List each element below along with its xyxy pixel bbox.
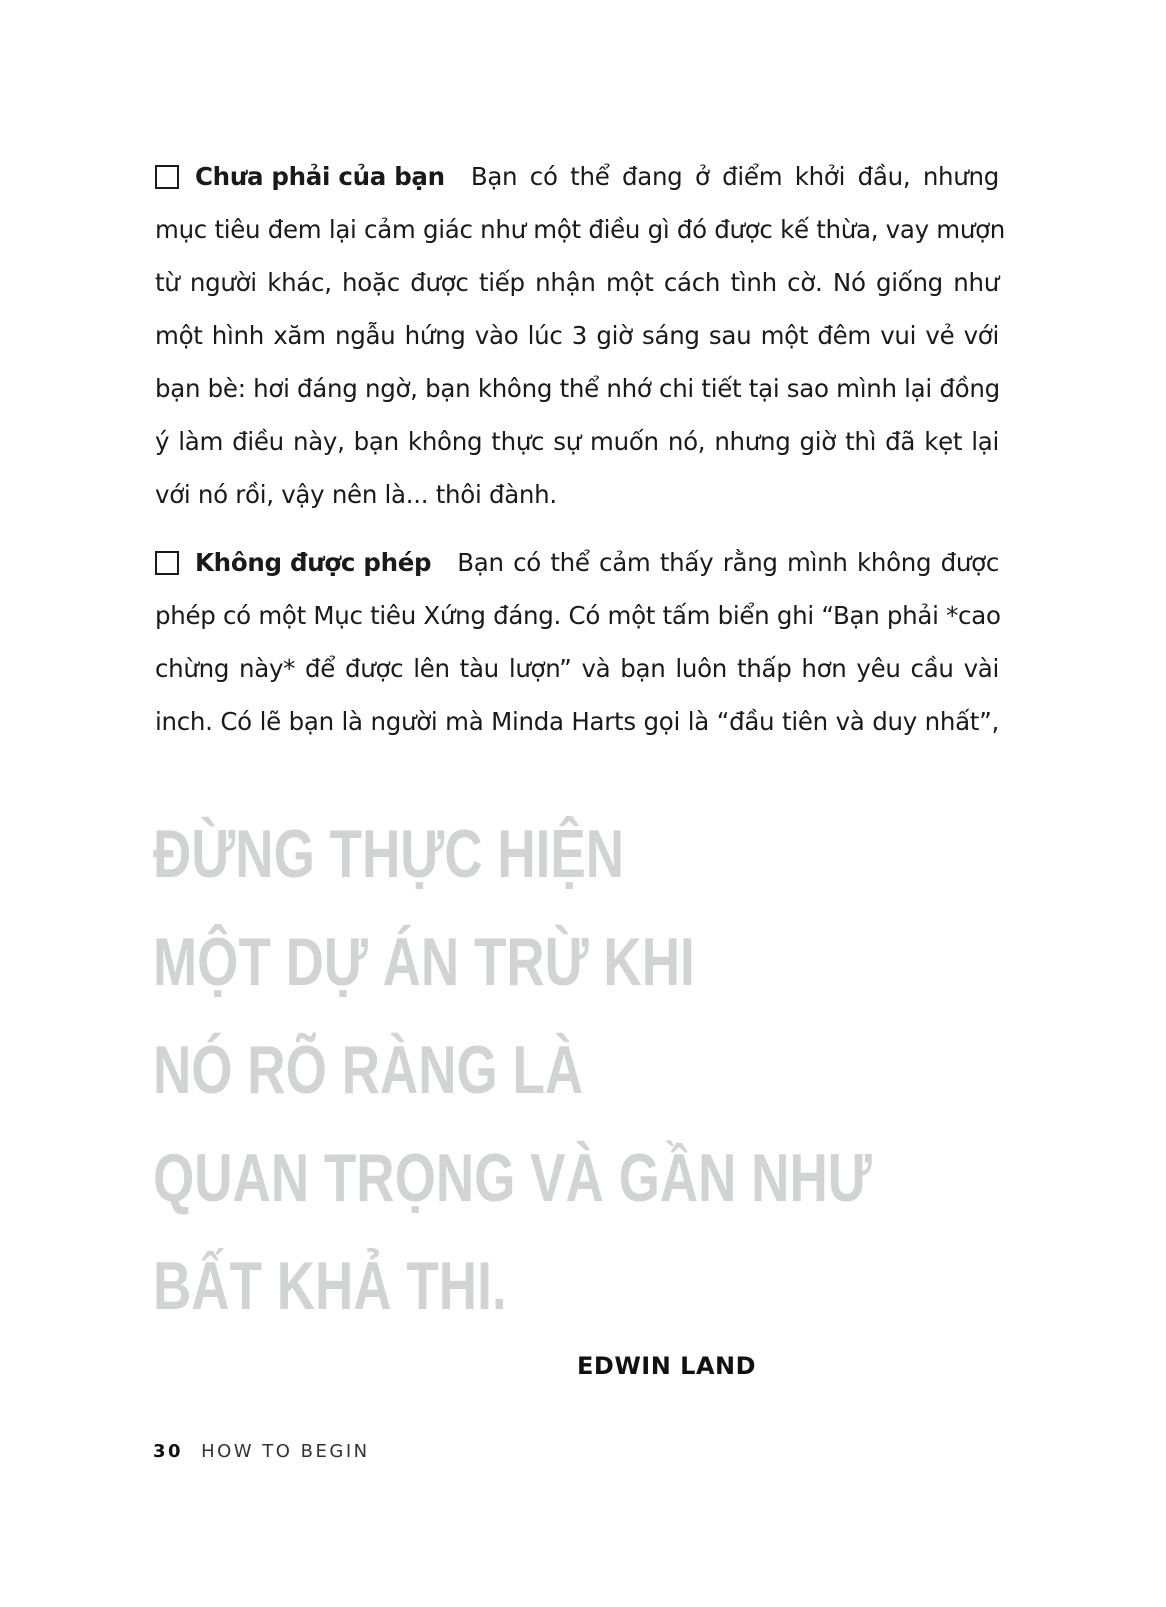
section-first-line bbox=[155, 150, 999, 203]
running-title: HOW TO BEGIN bbox=[201, 1441, 370, 1462]
page-number: 30 bbox=[153, 1441, 184, 1462]
quote-author: EDWIN LAND bbox=[577, 1352, 757, 1380]
quote-line: NÓ RÕ RÀNG LÀ bbox=[153, 1032, 584, 1108]
section-heading: Không được phép bbox=[195, 548, 432, 577]
body-text-line: phép có một Mục tiêu Xứng đáng. Có một tấm biển ghi “Bạn phải *cao bbox=[155, 601, 1001, 630]
body-text-line: Bạn có thể cảm thấy rằng mình không được bbox=[457, 548, 999, 577]
body-text-line: mục tiêu đem lại cảm giác như một điều gì đó được kế thừa, vay mượn bbox=[155, 215, 1005, 244]
pull-quote bbox=[153, 800, 1075, 1340]
quote-line: ĐỪNG THỰC HIỆN bbox=[153, 816, 625, 892]
quote-line: BẤT KHẢ THI. bbox=[153, 1248, 507, 1324]
body-text-line: từ người khác, hoặc được tiếp nhận một cách tình cờ. Nó giống như bbox=[155, 268, 999, 297]
body-text-line: một hình xăm ngẫu hứng vào lúc 3 giờ sáng sau một đêm vui vẻ với bbox=[155, 321, 999, 350]
body-text-line: Bạn có thể đang ở điểm khởi đầu, nhưng bbox=[470, 162, 999, 191]
quote-line: QUAN TRỌNG VÀ GẦN NHƯ bbox=[153, 1140, 872, 1216]
body-text-line: bạn bè: hơi đáng ngờ, bạn không thể nhớ chi tiết tại sao mình lại đồng bbox=[155, 374, 1000, 403]
body-text-line: chừng này* để được lên tàu lượn” và bạn luôn thấp hơn yêu cầu vài bbox=[155, 654, 999, 683]
checkbox-icon bbox=[155, 551, 179, 575]
section-heading: Chưa phải của bạn bbox=[195, 162, 445, 191]
section-first-line bbox=[155, 536, 999, 589]
body-text-line: ý làm điều này, bạn không thực sự muốn nó, nhưng giờ thì đã kẹt lại bbox=[155, 427, 999, 456]
quote-line: MỘT DỰ ÁN TRỪ KHI bbox=[153, 924, 695, 1000]
page-footer bbox=[153, 1441, 370, 1462]
checkbox-icon bbox=[155, 165, 179, 189]
section-not-allowed bbox=[155, 536, 999, 748]
body-text-line: với nó rồi, vậy nên là... thôi đành. bbox=[155, 480, 557, 509]
body-text-line: inch. Có lẽ bạn là người mà Minda Harts gọi là “đầu tiên và duy nhất”, bbox=[155, 707, 999, 736]
section-not-yours bbox=[155, 150, 1005, 521]
